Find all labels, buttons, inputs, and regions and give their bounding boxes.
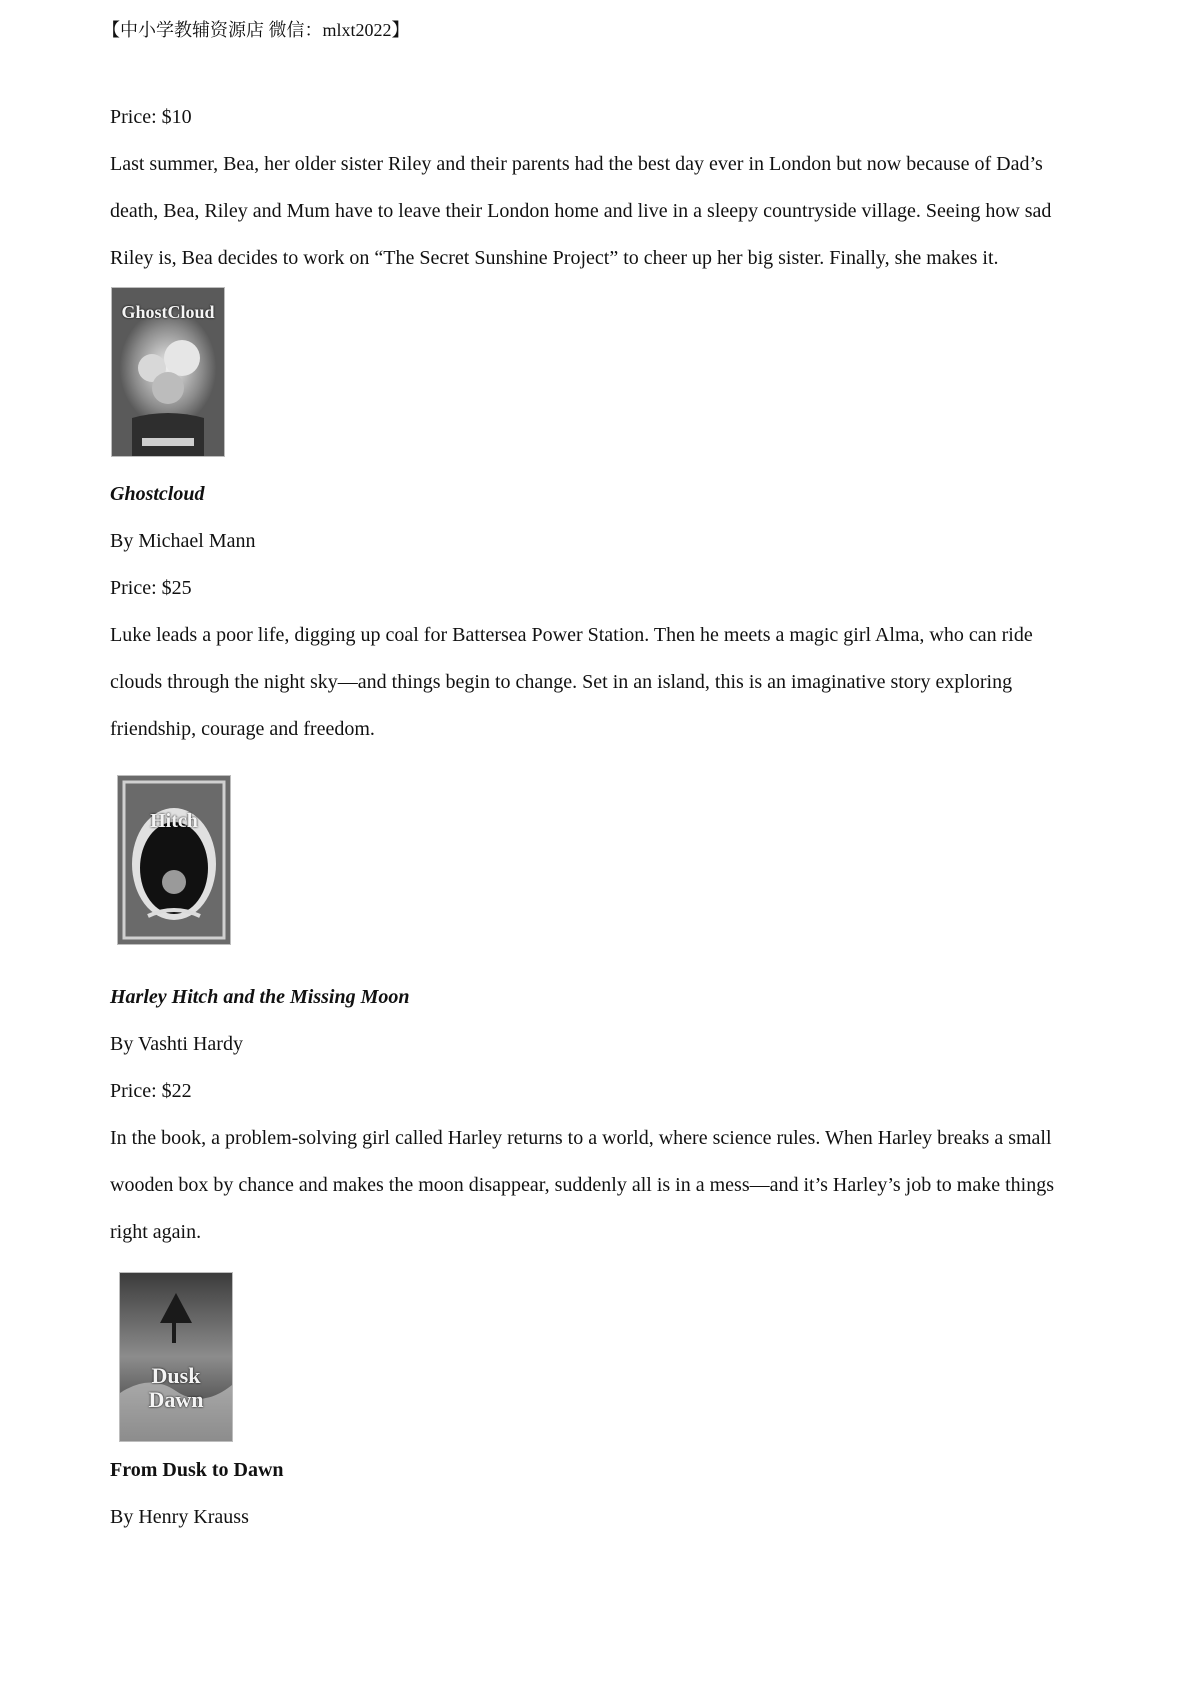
book-desc-line: Luke leads a poor life, digging up coal for Battersea Power Station. Then he meets a magic girl Alma, who can ride [110, 624, 1033, 646]
book-desc-line: wooden box by chance and makes the moon disappear, suddenly all is in a mess—and it’s Harley’s job to make things [110, 1174, 1055, 1196]
ghostcloud-cover-title: GhostCloud [121, 302, 215, 322]
book-desc-line: friendship, courage and freedom. [110, 718, 375, 740]
book-price-harley-hitch: Price: $22 [110, 1080, 192, 1102]
book-price-ghostcloud: Price: $25 [110, 577, 192, 599]
book-author-harley-hitch: By Vashti Hardy [110, 1033, 243, 1055]
book-desc-line: right again. [110, 1221, 202, 1243]
book-desc-line: In the book, a problem-solving girl called Harley returns to a world, where science rules. When Harley breaks a small [110, 1127, 1052, 1149]
dusk-to-dawn-cover-image [120, 1273, 232, 1441]
book-title-harley-hitch: Harley Hitch and the Missing Moon [110, 986, 410, 1008]
dusk-to-dawn-cover-title-2: Dawn [148, 1387, 204, 1412]
dusk-to-dawn-cover-title-1: Dusk [151, 1363, 201, 1388]
intro-desc-line: death, Bea, Riley and Mum have to leave their London home and live in a sleepy countryside village. Seeing how sad [110, 200, 1052, 222]
intro-desc-line: Riley is, Bea decides to work on “The Secret Sunshine Project” to cheer up her big sister. Finally, she makes it. [110, 247, 999, 269]
ghostcloud-cover-image [112, 288, 224, 456]
intro-price: Price: $10 [110, 106, 192, 128]
book-title-dusk-to-dawn: From Dusk to Dawn [110, 1459, 284, 1481]
book-title-ghostcloud: Ghostcloud [110, 483, 205, 505]
harley-hitch-cover-image [118, 776, 230, 944]
book-author-ghostcloud: By Michael Mann [110, 530, 256, 552]
book-author-dusk-to-dawn: By Henry Krauss [110, 1506, 249, 1528]
book-desc-line: clouds through the night sky—and things begin to change. Set in an island, this is an imaginative story exploring [110, 671, 1013, 693]
intro-desc-line: Last summer, Bea, her older sister Riley and their parents had the best day ever in London but now because of Dad’s [110, 153, 1043, 175]
page-header: 【中小学教辅资源店 微信：mlxt2022】 [102, 20, 410, 40]
harley-hitch-cover-title: Hitch [150, 810, 198, 832]
